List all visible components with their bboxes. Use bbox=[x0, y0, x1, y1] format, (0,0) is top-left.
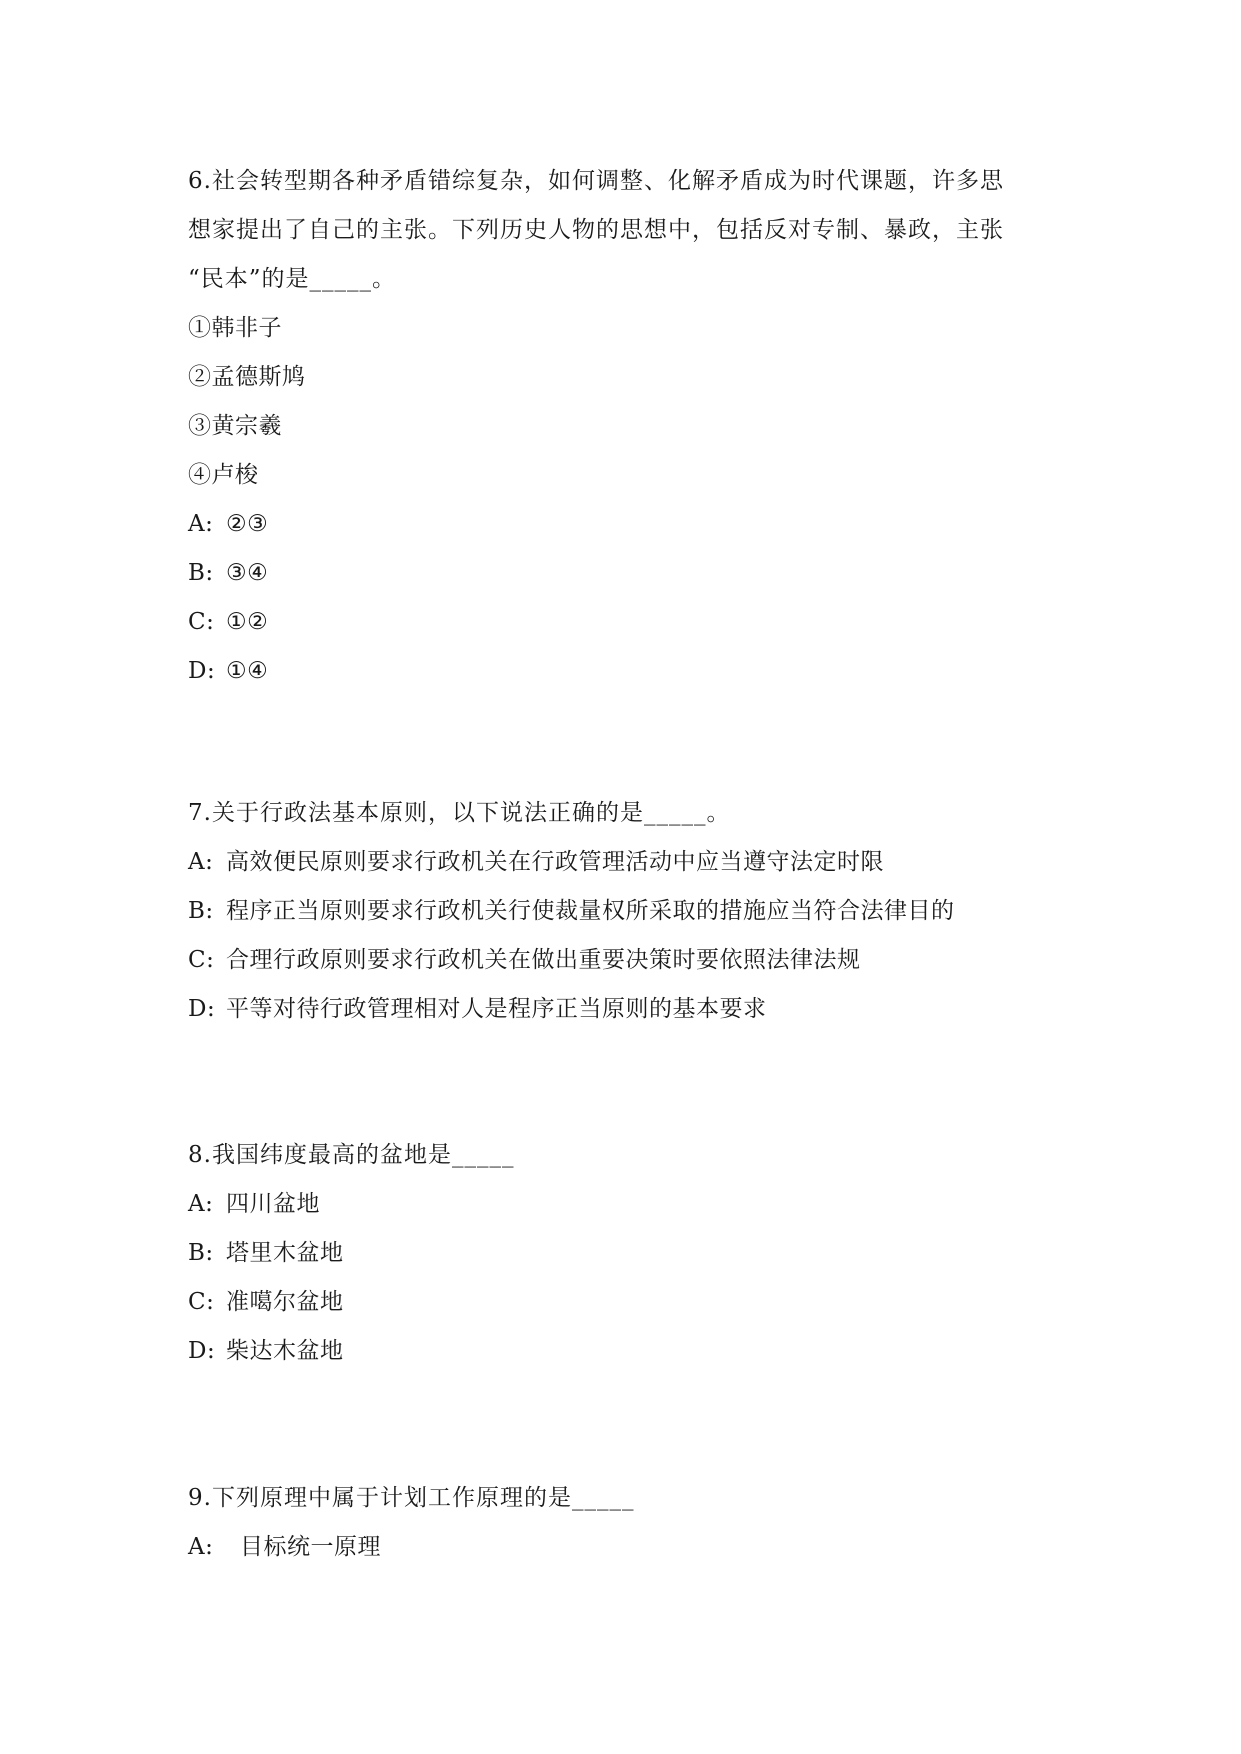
option-text: 合理行政原则要求行政机关在做出重要决策时要依照法律法规 bbox=[226, 947, 861, 973]
option-letter: D: bbox=[188, 658, 216, 684]
list-item: ④卢梭 bbox=[188, 462, 259, 488]
option-letter: C: bbox=[188, 947, 215, 973]
option-d bbox=[188, 985, 1068, 1034]
question-stem: “民本”的是_____。 bbox=[188, 266, 397, 292]
option-d bbox=[188, 647, 1068, 696]
option-text: 目标统一原理 bbox=[240, 1534, 381, 1560]
option-text: ③④ bbox=[226, 560, 269, 586]
option-text: ①② bbox=[226, 609, 269, 635]
question-stem: 6.社会转型期各种矛盾错综复杂，如何调整、化解矛盾成为时代课题，许多思 bbox=[188, 168, 1004, 194]
option-text: 塔里木盆地 bbox=[226, 1240, 344, 1266]
option-d bbox=[188, 1327, 1068, 1376]
question-stem: 想家提出了自己的主张。下列历史人物的思想中，包括反对专制、暴政，主张 bbox=[188, 217, 1004, 243]
question-8 bbox=[188, 1131, 1068, 1376]
question-stem: 9.下列原理中属于计划工作原理的是_____ bbox=[188, 1485, 635, 1511]
option-text: 四川盆地 bbox=[226, 1191, 320, 1217]
option-text: ②③ bbox=[226, 511, 269, 537]
option-c bbox=[188, 598, 1068, 647]
option-a bbox=[188, 500, 1068, 549]
question-9 bbox=[188, 1474, 1068, 1572]
list-item: ①韩非子 bbox=[188, 315, 282, 341]
option-c bbox=[188, 936, 1068, 985]
option-b bbox=[188, 549, 1068, 598]
option-letter: A: bbox=[188, 849, 214, 875]
option-letter: B: bbox=[188, 898, 214, 924]
option-b bbox=[188, 1229, 1068, 1278]
question-6 bbox=[188, 157, 1068, 696]
option-letter: D: bbox=[188, 1338, 216, 1364]
option-text: 高效便民原则要求行政机关在行政管理活动中应当遵守法定时限 bbox=[226, 849, 884, 875]
option-text: 平等对待行政管理相对人是程序正当原则的基本要求 bbox=[226, 996, 767, 1022]
option-text: 程序正当原则要求行政机关行使裁量权所采取的措施应当符合法律目的 bbox=[226, 898, 955, 924]
option-letter: B: bbox=[188, 560, 214, 586]
option-a bbox=[188, 1180, 1068, 1229]
option-letter: C: bbox=[188, 1289, 215, 1315]
option-text: 柴达木盆地 bbox=[226, 1338, 344, 1364]
option-b bbox=[188, 887, 1068, 936]
option-c bbox=[188, 1278, 1068, 1327]
question-stem: 8.我国纬度最高的盆地是_____ bbox=[188, 1142, 515, 1168]
option-a bbox=[188, 1523, 1068, 1572]
option-text: ①④ bbox=[226, 658, 269, 684]
question-7 bbox=[188, 789, 1068, 1034]
option-letter: A: bbox=[188, 511, 214, 537]
option-letter: B: bbox=[188, 1240, 214, 1266]
option-text: 准噶尔盆地 bbox=[226, 1289, 344, 1315]
option-letter: A: bbox=[188, 1191, 214, 1217]
option-letter: A: bbox=[188, 1534, 214, 1560]
option-a bbox=[188, 838, 1068, 887]
option-letter: D: bbox=[188, 996, 216, 1022]
question-stem: 7.关于行政法基本原则，以下说法正确的是_____。 bbox=[188, 800, 731, 826]
option-letter: C: bbox=[188, 609, 215, 635]
list-item: ②孟德斯鸠 bbox=[188, 364, 306, 390]
list-item: ③黄宗羲 bbox=[188, 413, 282, 439]
